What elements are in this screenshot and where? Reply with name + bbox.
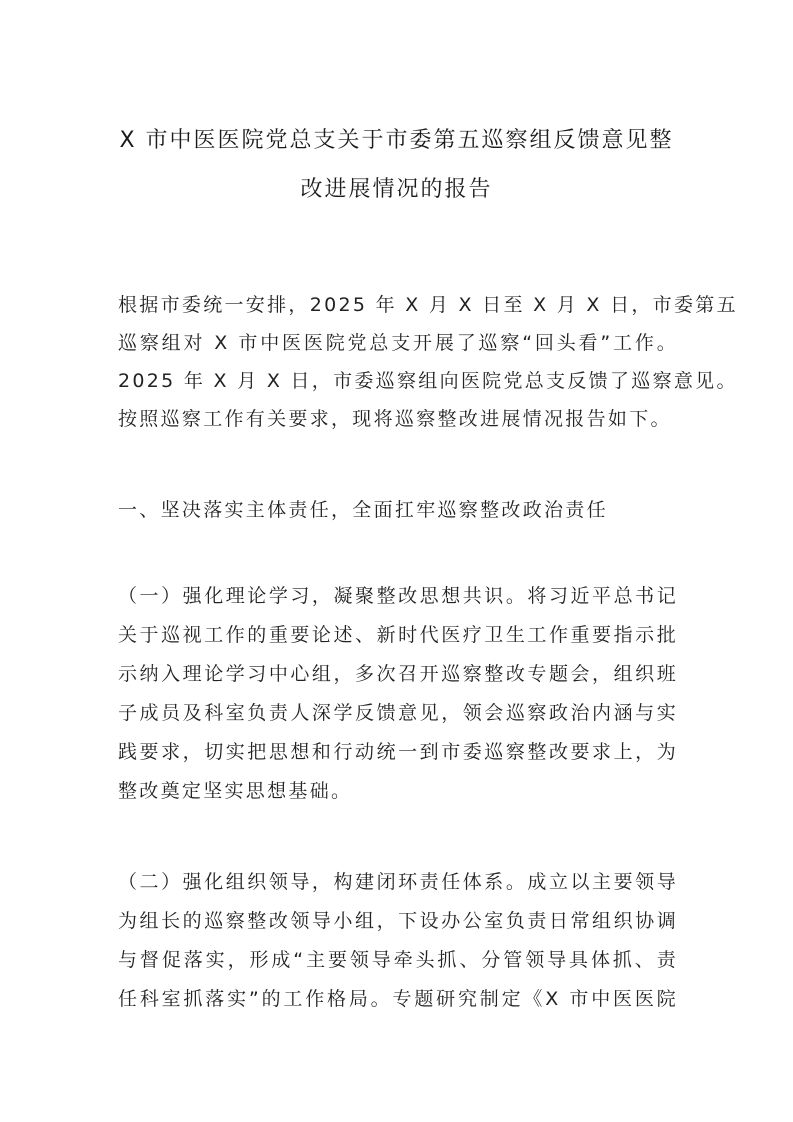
subsection-1-line: （一）强化理论学习，凝聚整改思想共识。将习近平总书记: [118, 585, 678, 607]
subsection-2-line: （二）强化组织领导，构建闭环责任体系。成立以主要领导: [118, 871, 678, 893]
intro-paragraph-line: 根据市委统一安排，2025 年 X 月 X 日至 X 月 X 日，市委第五: [118, 294, 738, 316]
subsection-2-line: 为组长的巡察整改领导小组，下设办公室负责日常组织协调: [118, 910, 678, 932]
section-heading-1: 一、坚决落实主体责任，全面扛牢巡察整改政治责任: [118, 499, 608, 521]
document-title-line-2: 改进展情况的报告: [300, 177, 493, 202]
intro-paragraph-line: 2025 年 X 月 X 日，市委巡察组向医院党总支反馈了巡察意见。: [118, 370, 738, 392]
subsection-2-line: 与督促落实，形成“主要领导牵头抓、分管领导具体抓、责: [118, 949, 678, 971]
subsection-1-line: 关于巡视工作的重要论述、新时代医疗卫生工作重要指示批: [118, 624, 678, 646]
subsection-1-line: 示纳入理论学习中心组，多次召开巡察整改专题会，组织班: [118, 663, 678, 685]
document-title-line-1: X 市中医医院党总支关于市委第五巡察组反馈意见整: [119, 128, 674, 153]
subsection-1-line: 整改奠定坚实思想基础。: [118, 780, 353, 802]
intro-paragraph-line: 巡察组对 X 市中医医院党总支开展了巡察“回头看”工作。: [118, 332, 678, 354]
subsection-2-line: 任科室抓落实”的工作格局。专题研究制定《X 市中医医院: [118, 988, 678, 1010]
subsection-1-line: 子成员及科室负责人深学反馈意见，领会巡察政治内涵与实: [118, 702, 678, 724]
intro-paragraph-line: 按照巡察工作有关要求，现将巡察整改进展情况报告如下。: [118, 408, 672, 430]
subsection-1-line: 践要求，切实把思想和行动统一到市委巡察整改要求上，为: [118, 741, 678, 763]
